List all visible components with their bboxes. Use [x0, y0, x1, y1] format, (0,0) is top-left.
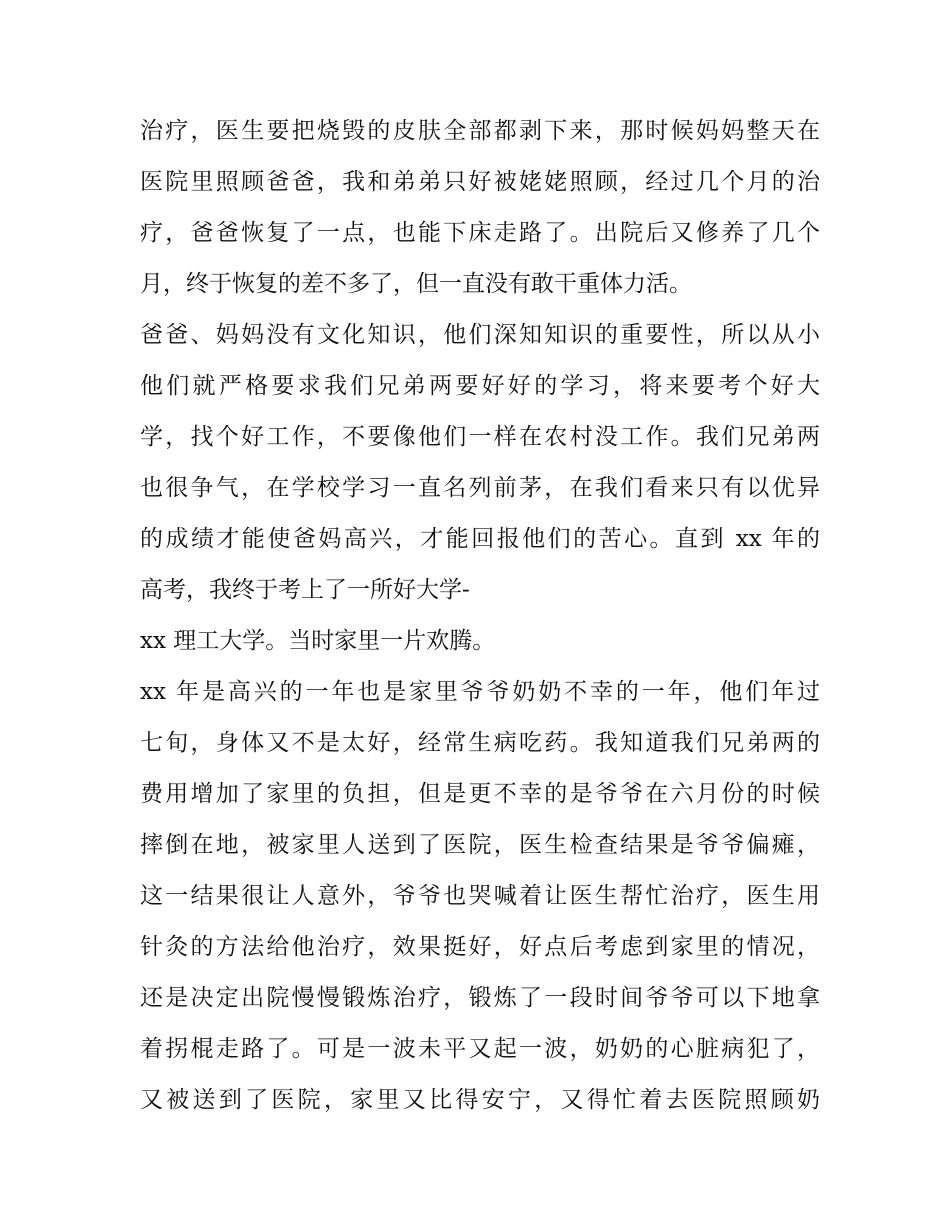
text-line: 他们就严格要求我们兄弟两要好好的学习，将来要考个好大 [140, 373, 820, 399]
text-line: 还是决定出院慢慢锻炼治疗，锻炼了一段时间爷爷可以下地拿 [140, 985, 820, 1011]
text-line: 这一结果很让人意外，爷爷也哭喊着让医生帮忙治疗，医生用 [140, 883, 820, 909]
text-line: 也很争气，在学校学习一直名列前茅，在我们看来只有以优异 [140, 475, 820, 501]
text-line: 高考，我终于考上了一所好大学- [140, 577, 470, 603]
text-line: 又被送到了医院，家里又比得安宁，又得忙着去医院照顾奶 [140, 1087, 820, 1113]
text-line: xx 年是高兴的一年也是家里爷爷奶奶不幸的一年，他们年过 [140, 679, 820, 705]
text-line: 摔倒在地，被家里人送到了医院，医生检查结果是爷爷偏瘫， [140, 832, 820, 858]
text-line: 七旬，身体又不是太好，经常生病吃药。我知道我们兄弟两的 [140, 730, 820, 756]
text-line: 医院里照顾爸爸，我和弟弟只好被姥姥照顾，经过几个月的治 [140, 169, 820, 195]
text-line: 学，找个好工作，不要像他们一样在农村没工作。我们兄弟两 [140, 424, 820, 450]
text-line: xx 理工大学。当时家里一片欢腾。 [140, 628, 496, 654]
text-line: 费用增加了家里的负担，但是更不幸的是爷爷在六月份的时候 [140, 781, 820, 807]
text-line: 爸爸、妈妈没有文化知识，他们深知知识的重要性，所以从小 [140, 322, 820, 348]
text-line: 月，终于恢复的差不多了，但一直没有敢干重体力活。 [140, 271, 692, 297]
text-line: 治疗，医生要把烧毁的皮肤全部都剥下来，那时候妈妈整天在 [140, 118, 820, 144]
body-text [140, 106, 820, 1126]
text-line: 着拐棍走路了。可是一波未平又起一波，奶奶的心脏病犯了， [140, 1036, 820, 1062]
text-line: 疗，爸爸恢复了一点，也能下床走路了。出院后又修养了几个 [140, 220, 820, 246]
text-line: 的成绩才能使爸妈高兴，才能回报他们的苦心。直到 xx 年的 [140, 526, 820, 552]
text-line: 针灸的方法给他治疗，效果挺好，好点后考虑到家里的情况， [140, 934, 820, 960]
